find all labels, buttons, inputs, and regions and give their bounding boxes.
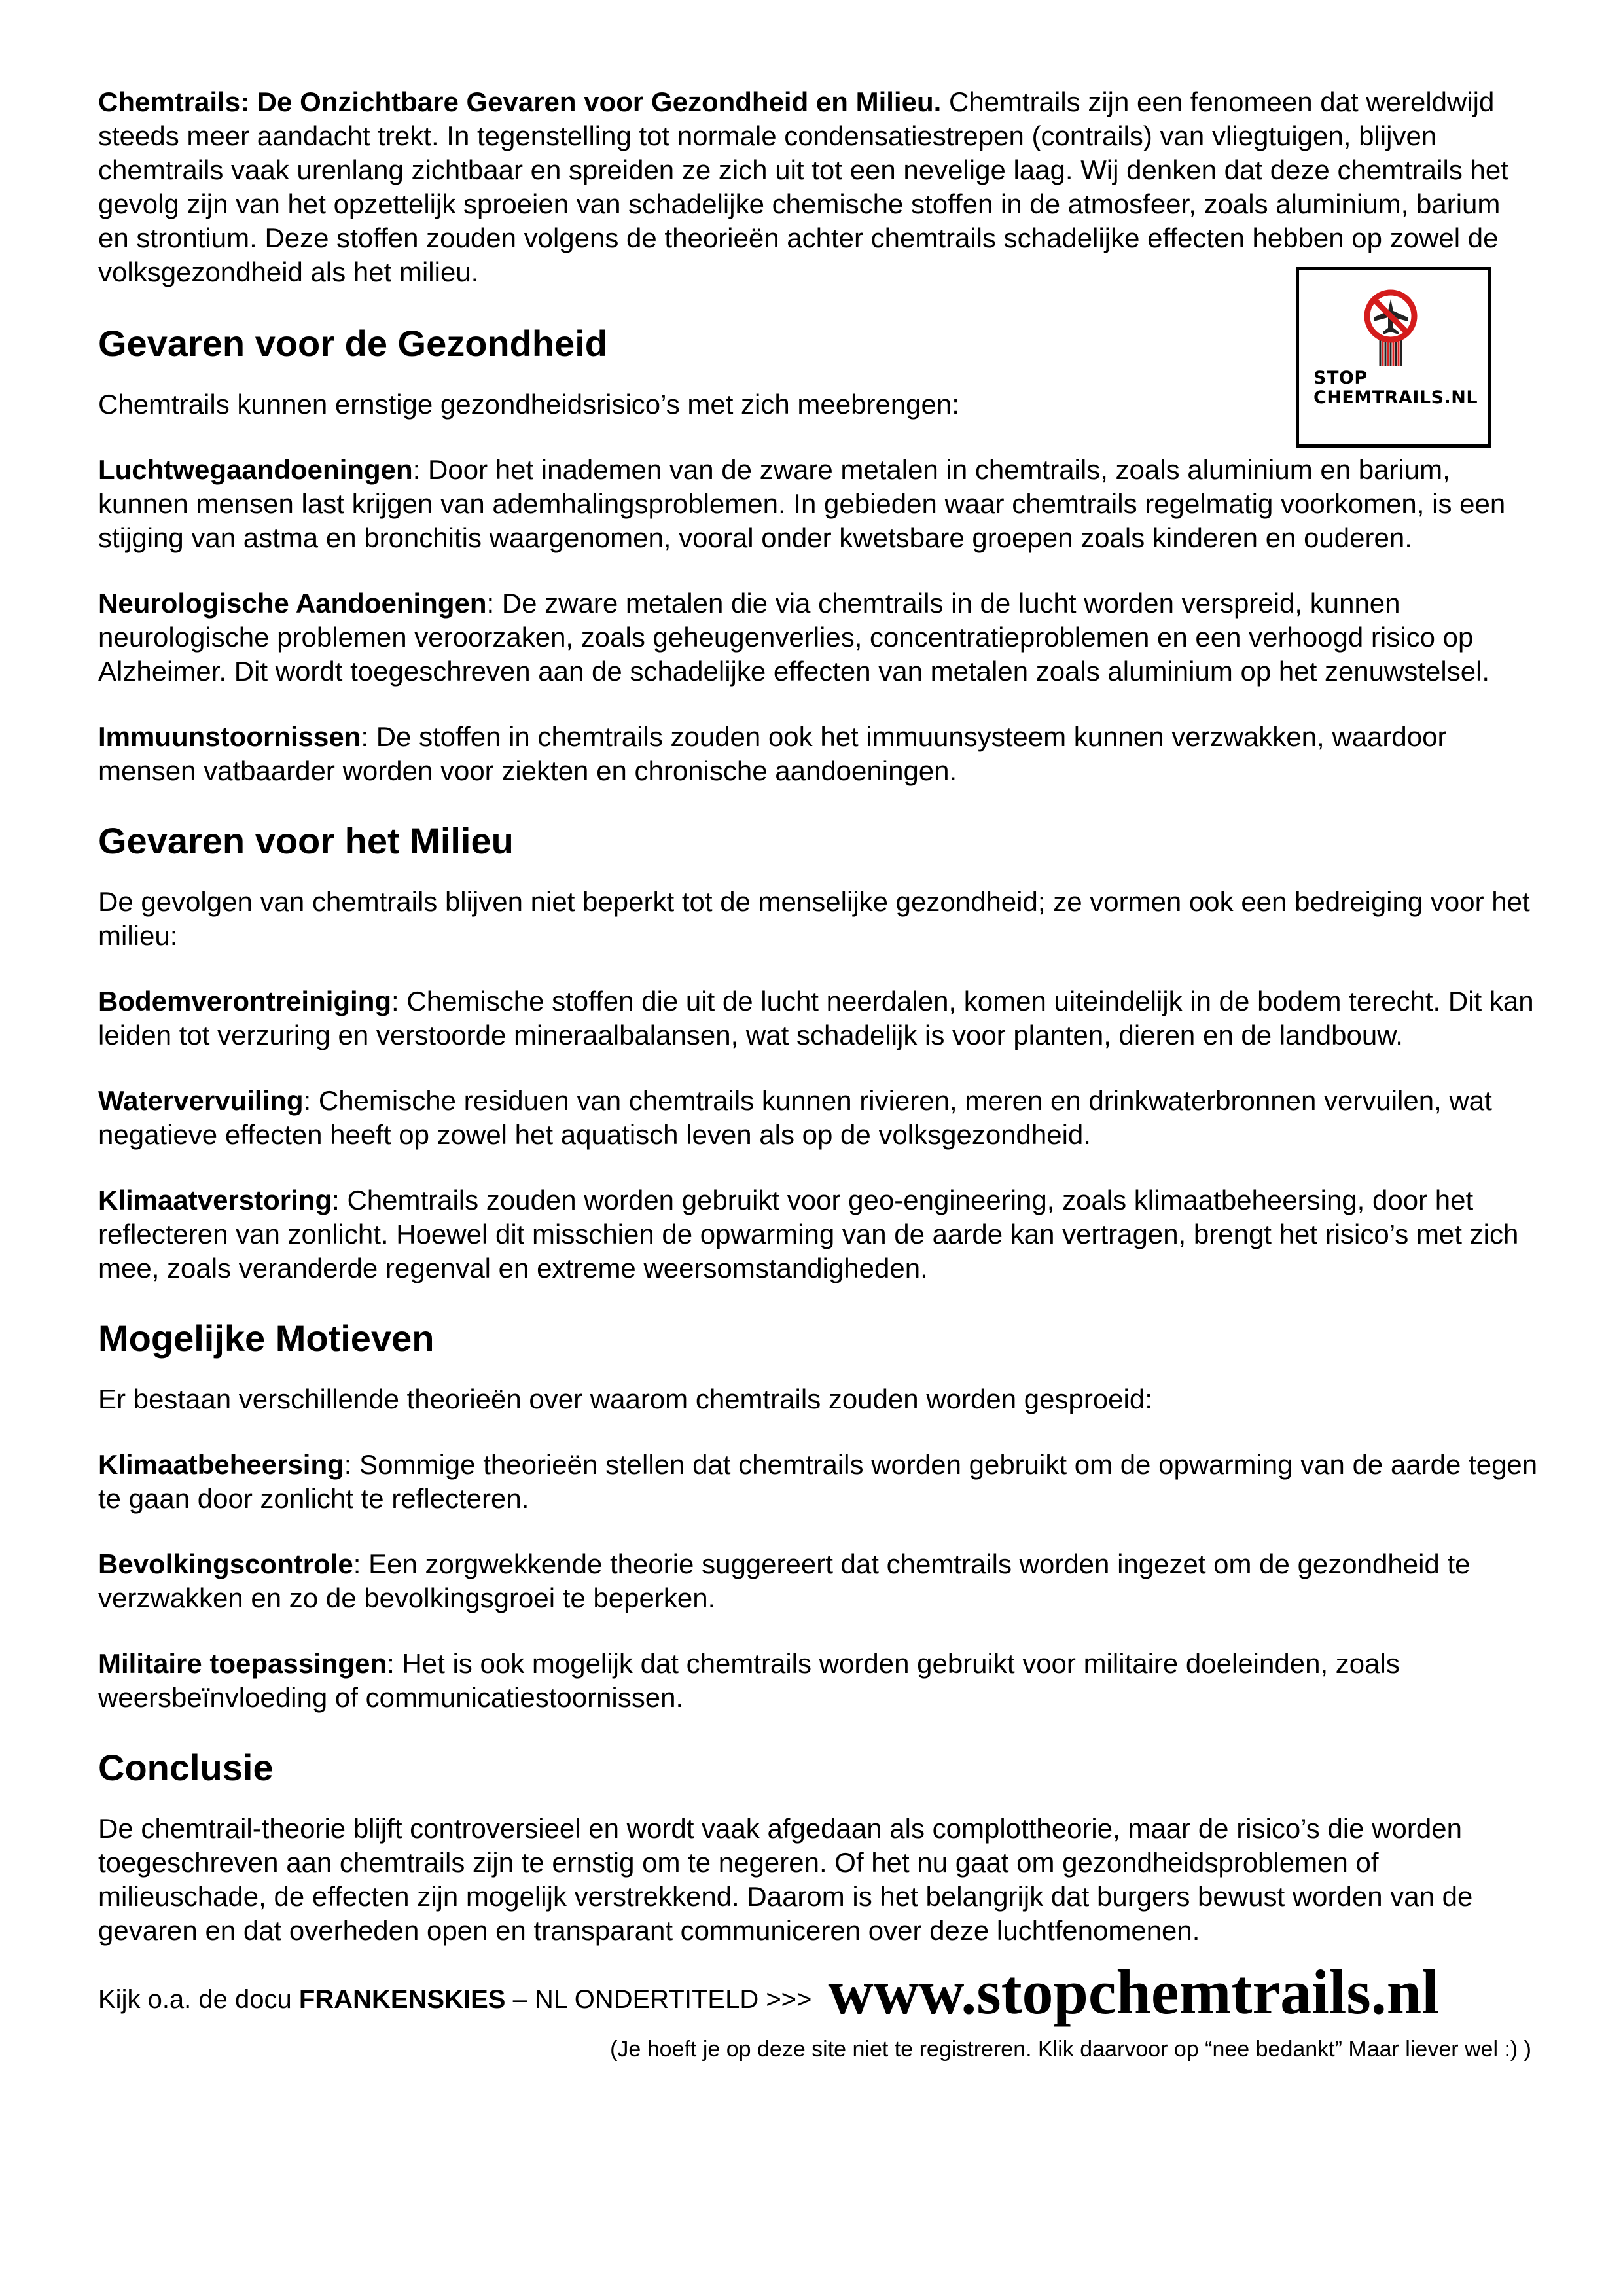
health-lead: Chemtrails kunnen ernstige gezondheidsrisico’s met zich meebrengen: — [98, 389, 959, 420]
health-heading: Gevaren voor de Gezondheid — [98, 323, 607, 364]
environment-item-3-text: : Chemtrails zouden worden gebruikt voor geo-engineering, zoals klimaatbeheersing, door het reflecteren van zonlicht. Hoewel dit misschien de opwarming van de aarde kan vertragen, brengt het risico’s met zich mee, zoals veranderde regenval en extreme weersomstandigheden. — [98, 1185, 1519, 1283]
motives-item-2-text: : Een zorgwekkende theorie suggereert dat chemtrails worden ingezet om de gezondheid te verzwakken en zo de bevolkingsgroei te beperken. — [98, 1549, 1471, 1613]
intro-text: Chemtrails zijn een fenomeen dat wereldwijd steeds meer aandacht trekt. In tegenstelling tot normale condensatiestrepen (contrails) van vliegtuigen, blijven chemtrails vaak urenlang zichtbaar en spreiden ze zich uit tot een nevelige laag. Wij denken dat deze chemtrails het gevolg zijn van het opzettelijk sproeien van schadelijke chemische stoffen in de atmosfeer, zoals aluminium, barium en strontium. Deze stoffen zouden volgens de theorieën achter chemtrails schadelijke effecten hebben op zowel de volksgezondheid als het milieu. — [98, 86, 1508, 287]
environment-item-1-text: : Chemische stoffen die uit de lucht neerdalen, komen uiteindelijk in de bodem terecht. Dit kan leiden tot verzuring en verstoorde mineraalbalansen, wat schadelijk is voor planten, dieren en de landbouw. — [98, 986, 1534, 1050]
environment-item-1 — [98, 984, 1544, 1052]
environment-item-3-term: Klimaatverstoring — [98, 1185, 332, 1215]
footer-docu-title: FRANKENSKIES — [298, 1985, 506, 2014]
motives-item-3 — [98, 1647, 1544, 1715]
document-page — [98, 85, 1544, 2063]
motives-item-1-term: Klimaatbeheersing — [98, 1449, 344, 1480]
environment-item-2-term: Watervervuiling — [98, 1085, 304, 1116]
motives-item-2 — [98, 1547, 1544, 1615]
logo-line-site: CHEMTRAILS.NL — [1313, 387, 1478, 408]
footer-suffix: – NL ONDERTITELD >>> — [505, 1985, 819, 2014]
health-item-1 — [98, 453, 1544, 555]
health-item-2-term: Neurologische Aandoeningen — [98, 588, 487, 619]
health-item-3 — [98, 720, 1544, 788]
logo-line-stop: STOP — [1313, 368, 1368, 388]
conclusion-heading: Conclusie — [98, 1747, 274, 1788]
footer-line — [98, 1957, 1544, 2027]
footer-note: (Je hoeft je op deze site niet te registreren. Klik daarvoor op “nee bedankt” Maar liever wel :) ) — [610, 2037, 1531, 2062]
motives-item-1-text: : Sommige theorieën stellen dat chemtrails worden gebruikt om de opwarming van de aarde tegen te gaan door zonlicht te reflecteren. — [98, 1449, 1538, 1514]
environment-heading: Gevaren voor het Milieu — [98, 820, 514, 861]
environment-lead: De gevolgen van chemtrails blijven niet beperkt tot de menselijke gezondheid; ze vormen ook een bedreiging voor het milieu: — [98, 886, 1530, 951]
environment-item-1-term: Bodemverontreiniging — [98, 986, 392, 1016]
health-item-2-text: : De zware metalen die via chemtrails in de lucht worden verspreid, kunnen neurologische problemen veroorzaken, zoals geheugenverlies, concentratieproblemen en een verhoogd risico op Alzheimer. Dit wordt toegeschreven aan de schadelijke effecten van metalen zoals aluminium op het zenuwstelsel. — [98, 588, 1490, 687]
website-link[interactable]: www.stopchemtrails.nl — [828, 1957, 1439, 2027]
motives-heading: Mogelijke Motieven — [98, 1318, 435, 1359]
motives-item-3-term: Militaire toepassingen — [98, 1648, 387, 1679]
health-item-3-text: : De stoffen in chemtrails zouden ook het immuunsysteem kunnen verzwakken, waardoor mensen vatbaarder worden voor ziekten en chronische aandoeningen. — [98, 721, 1447, 786]
intro-paragraph — [98, 85, 1512, 289]
health-item-2 — [98, 586, 1544, 689]
intro-title: Chemtrails: De Onzichtbare Gevaren voor Gezondheid en Milieu. — [98, 86, 942, 117]
footer-prefix: Kijk o.a. de docu — [98, 1985, 299, 2014]
motives-item-1 — [98, 1448, 1544, 1516]
environment-item-2 — [98, 1084, 1544, 1152]
health-item-3-term: Immuunstoornissen — [98, 721, 361, 752]
environment-item-2-text: : Chemische residuen van chemtrails kunnen rivieren, meren en drinkwaterbronnen vervuilen, wat negatieve effecten heeft op zowel het aquatisch leven als op de volksgezondheid. — [98, 1085, 1492, 1150]
environment-item-3 — [98, 1183, 1544, 1285]
health-item-1-text: : Door het inademen van de zware metalen in chemtrails, zoals aluminium en barium, kunnen mensen last krijgen van ademhalingsproblemen. In gebieden waar chemtrails regelmatig voorkomen, is een stijging van astma en bronchitis waargenomen, vooral onder kwetsbare groepen zoals kinderen en ouderen. — [98, 454, 1506, 553]
motives-item-2-term: Bevolkingscontrole — [98, 1549, 353, 1579]
conclusion-text: De chemtrail-theorie blijft controversieel en wordt vaak afgedaan als complottheorie, maar de risico’s die worden toegeschreven aan chemtrails zijn te ernstig om te negeren. Of het nu gaat om gezondheidsproblemen of milieuschade, de effecten zijn mogelijk verstrekkend. Daarom is het belangrijk dat burgers bewust worden van de gevaren en dat overheden open en transparant communiceren over deze luchtfenomenen. — [98, 1813, 1473, 1946]
motives-lead: Er bestaan verschillende theorieën over waarom chemtrails zouden worden gesproeid: — [98, 1384, 1152, 1414]
health-item-1-term: Luchtwegaandoeningen — [98, 454, 413, 485]
motives-item-3-text: : Het is ook mogelijk dat chemtrails worden gebruikt voor militaire doeleinden, zoals weersbeïnvloeding of communicatiestoornissen. — [98, 1648, 1400, 1713]
